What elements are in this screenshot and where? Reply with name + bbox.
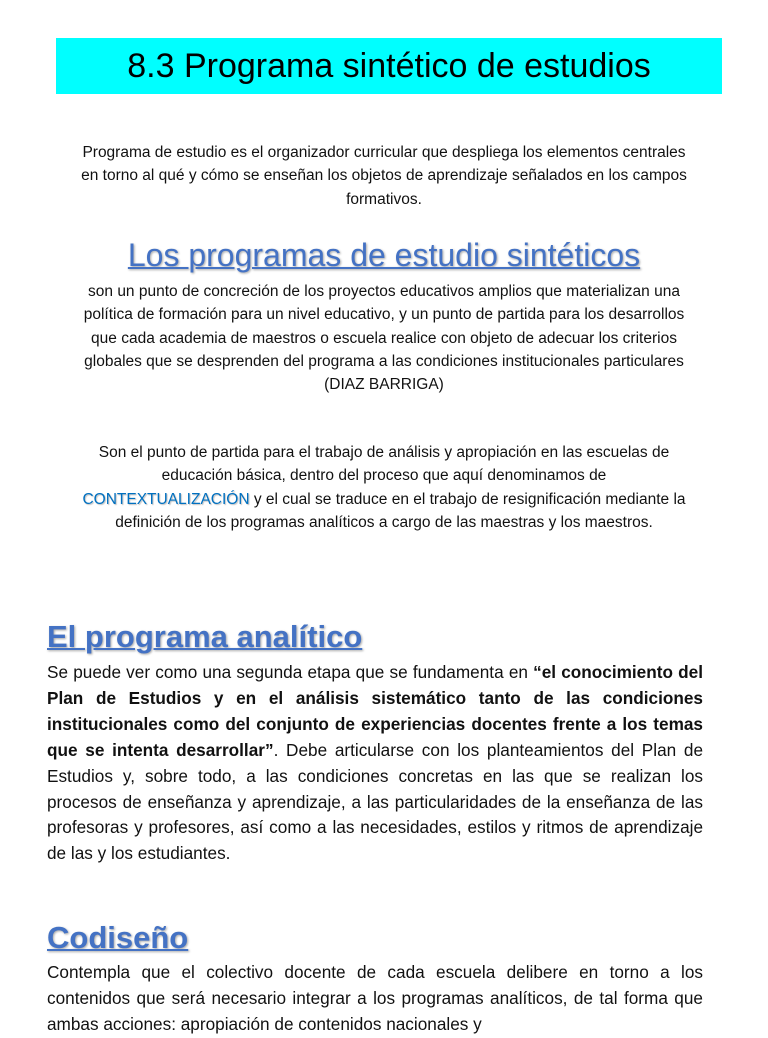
intro-paragraph: Programa de estudio es el organizador curricular que despliega los elementos centrales en torno al qué y cómo se enseñan los objetos de aprendizaje señalados en los campos formativos. [81, 144, 687, 208]
contextualizacion-keyword: CONTEXTUALIZACIÓN [82, 490, 250, 508]
codiseno-paragraph: Contempla que el colectivo docente de cada escuela delibere en torno a los contenidos que será necesario integrar a los programas analíticos, de tal forma que ambas acciones: apropiación de contenidos nacionales y [47, 962, 703, 1034]
contextualizacion-text-after: y el cual se traduce en el trabajo de resignificación mediante la definición de los programas analíticos a cargo de las maestras y los maestros. [115, 490, 686, 531]
contextualizacion-text-before: Son el punto de partida para el trabajo de análisis y apropiación en las escuelas de educación básica, dentro del proceso que aquí denominamos de [98, 444, 670, 485]
sinteticos-heading: Los programas de estudio sintéticos [127, 237, 641, 273]
analitico-heading: El programa analítico [47, 619, 363, 654]
analitico-quote: “el conocimiento del Plan de Estudios y en el análisis sistemático tanto de las condiciones institucionales como del conjunto de experiencias docentes frente a los temas que se intenta desarrollar” [47, 662, 703, 760]
title-banner [56, 38, 722, 94]
contextualizacion-paragraph [80, 441, 688, 534]
analitico-paragraph [47, 660, 703, 867]
analitico-text-before: Se puede ver como una segunda etapa que se fundamenta en [47, 662, 534, 682]
analitico-text-after: . Debe articularse con los planteamientos del Plan de Estudios y, sobre todo, a las condiciones concretas en las que se realizan los procesos de enseñanza y aprendizaje, a las particularidades de la enseñanza de las profesoras y profesores, así como a las necesidades, estilos y ritmos de aprendizaje de las y los estudiantes. [47, 739, 704, 864]
sinteticos-definition: son un punto de concreción de los proyectos educativos amplios que materializan una política de formación para un nivel educativo, y un punto de partida para los desarrollos que cada academia de maestros o escuela realice con objeto de adecuar los criterios globales que se desprenden del programa a las condiciones institucionales particulares (DIAZ BARRIGA) [83, 283, 685, 394]
codiseno-heading: Codiseño [47, 920, 189, 955]
page-title: 8.3 Programa sintético de estudios [127, 46, 651, 85]
